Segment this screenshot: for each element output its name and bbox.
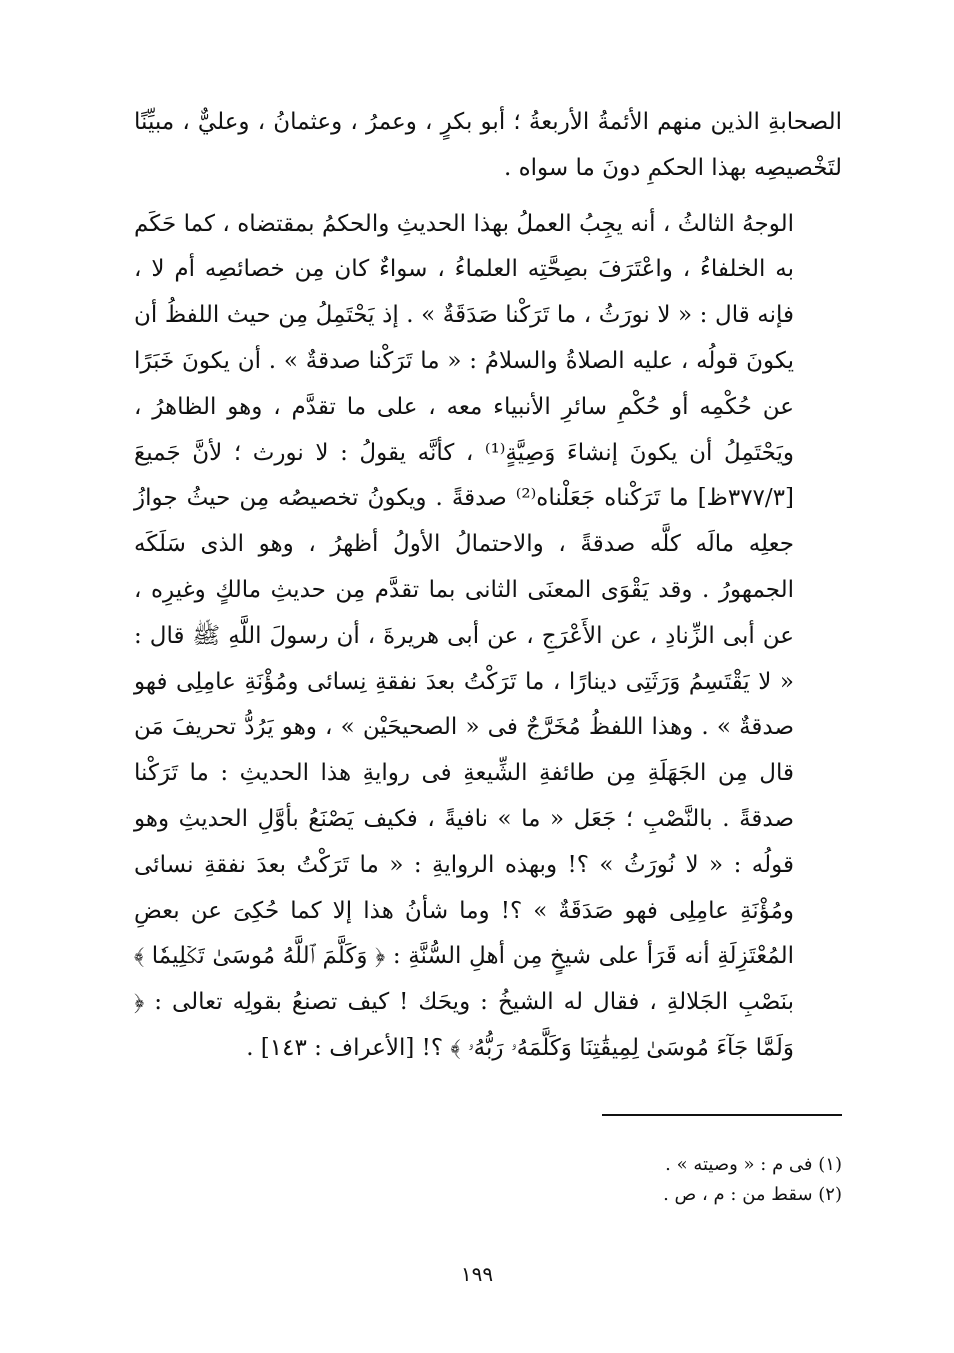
paragraph-1: الصحابةِ الذين منهم الأئمةُ الأربعةُ ؛ أبو بكرٍ ، وعمرُ ، وعثمانُ ، وعليٌّ ، مبيِّنًا لتَخْصيصِه بهذا الحكمِ دونَ ما سواه .	[134, 109, 842, 181]
page-number: ١٩٩	[460, 1262, 494, 1286]
footnotes	[134, 1150, 842, 1210]
paragraph-2: الوجهُ الثالثُ ، أنه يجِبُ العملُ بهذا الحديثِ والحكمُ بمقتضاه ، كما حَكَم به الخلفاءُ ، واعْتَرَفَ بصِحَّتِه العلماءُ ، سواءٌ كان مِن خصائصِه أم لا ، فإنه قال : « لا نورَثُ ، ما تَرَكْنا صَدَقَةٌ » . إذ يَحْتَمِلُ مِن حيث اللفظُ أن يكونَ قولُه ، عليه الصلاةُ والسلامُ : « ما تَرَكْنا صدقةٌ » . أن يكونَ خَبَرًا عن حُكْمِه أو حُكْمِ سائرِ الأنبياء معه ، على ما تقدَّم ، وهو الظاهرُ ، ويَحْتَمِلُ أن يكونَ إنشاءَ وَصِيَّةٍ⁽¹⁾ ، كأنَّه يقولُ : لا نورث ؛ لأنَّ جَميعَ [٣٧٧/٣ظ] ما تَرَكْناه جَعَلْناه⁽²⁾ صدقةً . ويكونُ تخصيصُه مِن حيثُ جوازُ جعلِه مالَه كلَّه صدقةً ، والاحتمالُ الأولُ أظهرُ ، وهو الذى سَلَكَه الجمهورُ . وقد يَقْوَى المعنَى الثانى بما تقدَّم مِن حديثِ مالكٍ وغيرِه ، عن أبى الزِّنادِ ، عن الأَعْرَجِ ، عن أبى هريرةَ ، أن رسولَ اللَّهِ ﷺ قال : « لا يَقْتَسِمُ وَرَثَتِى دينارًا ، ما تَرَكْتُ بعدَ نفقةِ نِسائى ومُؤْنَةِ عامِلِى فهو صدقةٌ » . وهذا اللفظُ مُخَرَّجٌ فى « الصحيحَيْن » ، وهو يَرُدُّ تحريفَ مَن قال مِن الجَهَلَةِ مِن طائفةِ الشِّيعةِ فى روايةِ هذا الحديثِ : ما تَرَكْنا صدقةً . بالنَّصْبِ ؛ جَعَل « ما » نافيةً ، فكيف يَصْنَعُ بأوَّلِ الحديثِ وهو قولُه : « لا نُورَثُ » ؟! وبهذه الروايةِ : « ما تَرَكْتُ بعدَ نفقةِ نسائى ومُؤْنَةِ عامِلِى فهو صَدَقَةٌ » ؟! وما شأنُ هذا إلا كما حُكِىَ عن بعضِ المُعْتَزِلَةِ أنه قَرَأ على شيخٍ مِن أهلِ السُّنَّةِ : ﴿ وَكَلَّمَ ٱللَّهُ مُوسَىٰ تَكۡلِيمٗا ﴾ بنَصْبِ الجَلالةِ ، فقال له الشيخُ : ويحَك ! كيف تصنعُ بقولِه تعالى : ﴿ وَلَمَّا جَآءَ مُوسَىٰ لِمِيقَٰتِنَا وَكَلَّمَهُۥ رَبُّهُۥ ﴾ ؟! [الأعراف : ١٤٣] .	[134, 210, 794, 1061]
main-text	[134, 100, 842, 1072]
footnote-2: (٢) سقط من : م ، ص .	[663, 1184, 842, 1205]
footnote-divider	[602, 1114, 842, 1116]
footnote-1: (١) فى م : « وصيته » .	[665, 1154, 842, 1175]
